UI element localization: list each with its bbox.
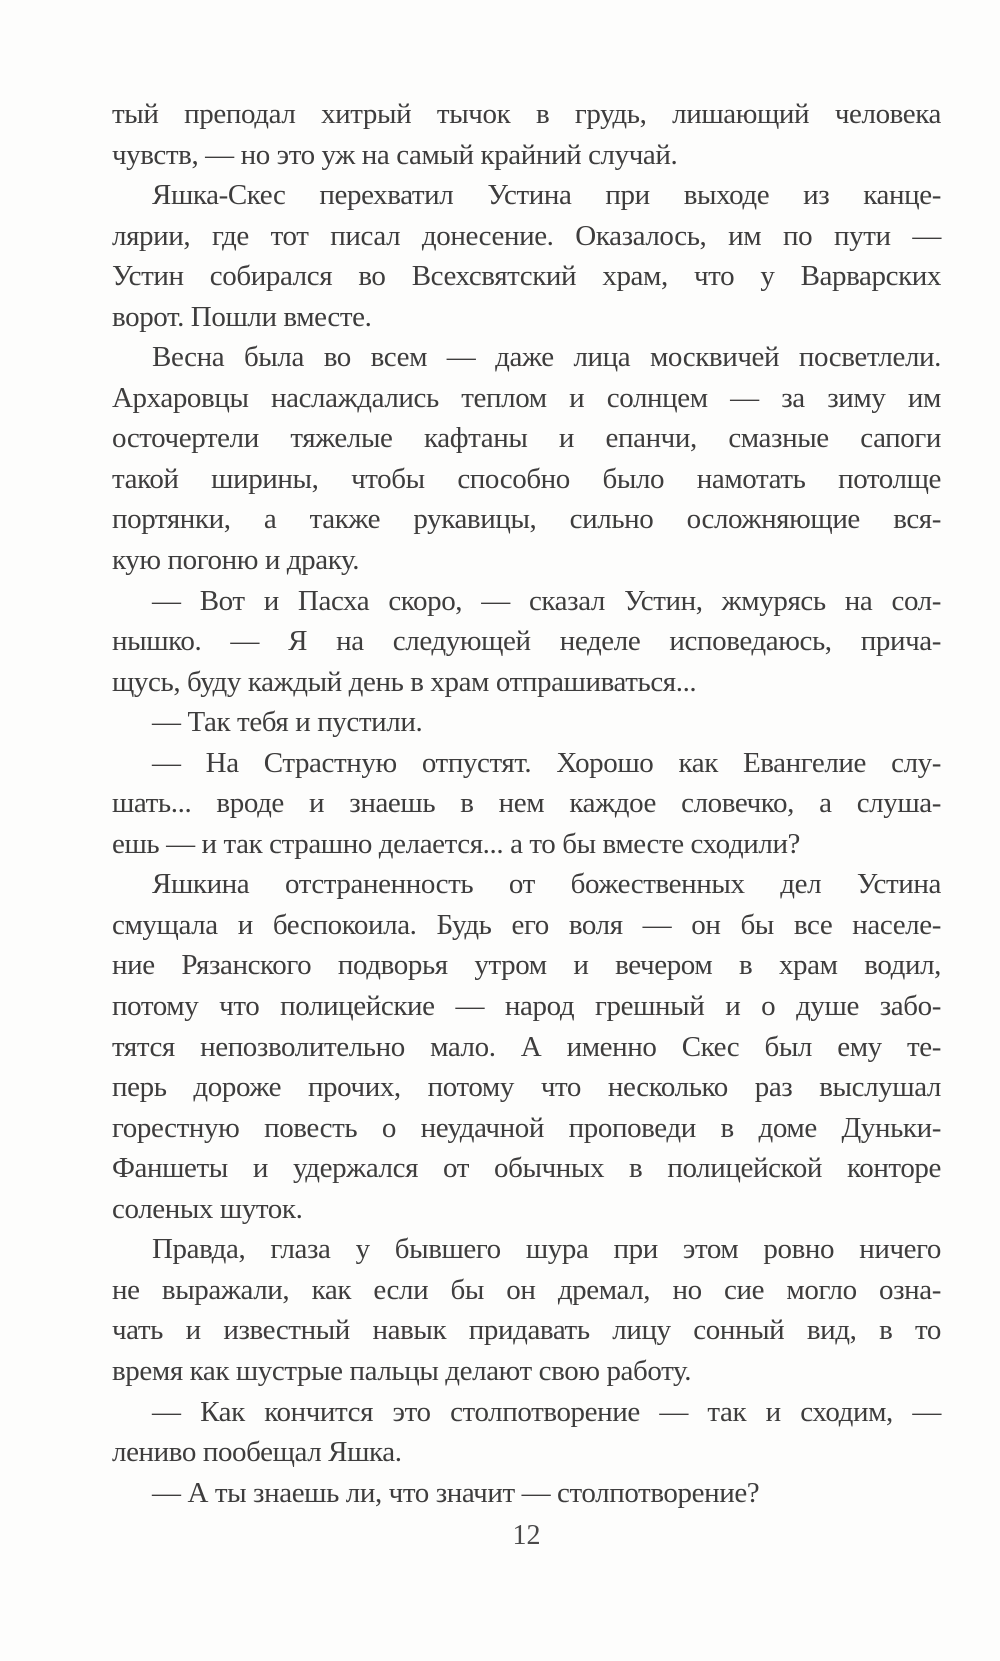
text-line: горестную повесть о неудачной проповеди в доме Дуньки-: [112, 1111, 941, 1144]
text-line: тятся непозволительно мало. А именно Скес был ему те-: [112, 1030, 941, 1063]
text-line: — Так тебя и пустили.: [152, 706, 423, 739]
text-line: лярии, где тот писал донесение. Оказалось, им по пути —: [112, 219, 941, 252]
text-line: лениво пообещал Яшка.: [112, 1436, 402, 1469]
text-line: чать и известный навык придавать лицу сонный вид, в то: [112, 1314, 941, 1347]
text-line: тый преподал хитрый тычок в грудь, лишающий человека: [112, 98, 941, 130]
text-line: нышко. — Я на следующей неделе исповедаюсь, прича-: [112, 625, 941, 658]
text-line: не выражали, как если бы он дремал, но сие могло озна-: [112, 1273, 941, 1306]
text-line: перь дороже прочих, потому что несколько раз выслушал: [112, 1071, 941, 1104]
text-line: — Вот и Пасха скоро, — сказал Устин, жмурясь на сол-: [152, 584, 941, 617]
text-line: портянки, а также рукавицы, сильно осложняющие вся-: [112, 503, 941, 536]
text-line: Устин собирался во Всехсвятский храм, что у Варварских: [112, 260, 941, 293]
text-line: — А ты знаешь ли, что значит — столпотворение?: [152, 1476, 760, 1509]
text-line: Архаровцы наслаждались теплом и солнцем — за зиму им: [112, 381, 941, 414]
text-line: ворот. Пошли вместе.: [112, 300, 372, 333]
text-line: такой ширины, чтобы способно было намотать потолще: [112, 462, 941, 495]
text-line: соленых шуток.: [112, 1192, 303, 1225]
text-line: осточертели тяжелые кафтаны и епанчи, смазные сапоги: [112, 422, 941, 455]
page-number: 12: [512, 1520, 541, 1551]
text-line: — На Страстную отпустят. Хорошо как Евангелие слу-: [152, 746, 941, 779]
text-line: шать... вроде и знаешь в нем каждое словечко, а слуша-: [112, 787, 941, 820]
page-text: [112, 94, 941, 1513]
text-line: Фаншеты и удержался от обычных в полицейской конторе: [112, 1152, 941, 1185]
text-line: щусь, буду каждый день в храм отпрашиваться...: [112, 665, 697, 698]
text-line: Правда, глаза у бывшего шура при этом ровно ничего: [152, 1233, 941, 1266]
text-line: Яшкина отстраненность от божественных дел Устина: [152, 868, 941, 901]
text-line: смущала и беспокоила. Будь его воля — он бы все населе-: [112, 908, 941, 941]
text-line: Яшка-Скес перехватил Устина при выходе из канце-: [152, 179, 941, 212]
text-line: ешь — и так страшно делается... а то бы вместе сходили?: [112, 827, 801, 860]
text-line: чувств, — но это уж на самый крайний случай.: [112, 138, 678, 171]
text-line: время как шустрые пальцы делают свою работу.: [112, 1354, 692, 1387]
text-line: потому что полицейские — народ грешный и о душе забо-: [112, 990, 941, 1023]
text-line: Весна была во всем — даже лица москвичей посветлели.: [152, 341, 941, 374]
text-line: кую погоню и драку.: [112, 544, 360, 577]
text-line: — Как кончится это столпотворение — так и сходим, —: [152, 1395, 941, 1428]
text-line: ние Рязанского подворья утром и вечером в храм водил,: [112, 949, 941, 982]
